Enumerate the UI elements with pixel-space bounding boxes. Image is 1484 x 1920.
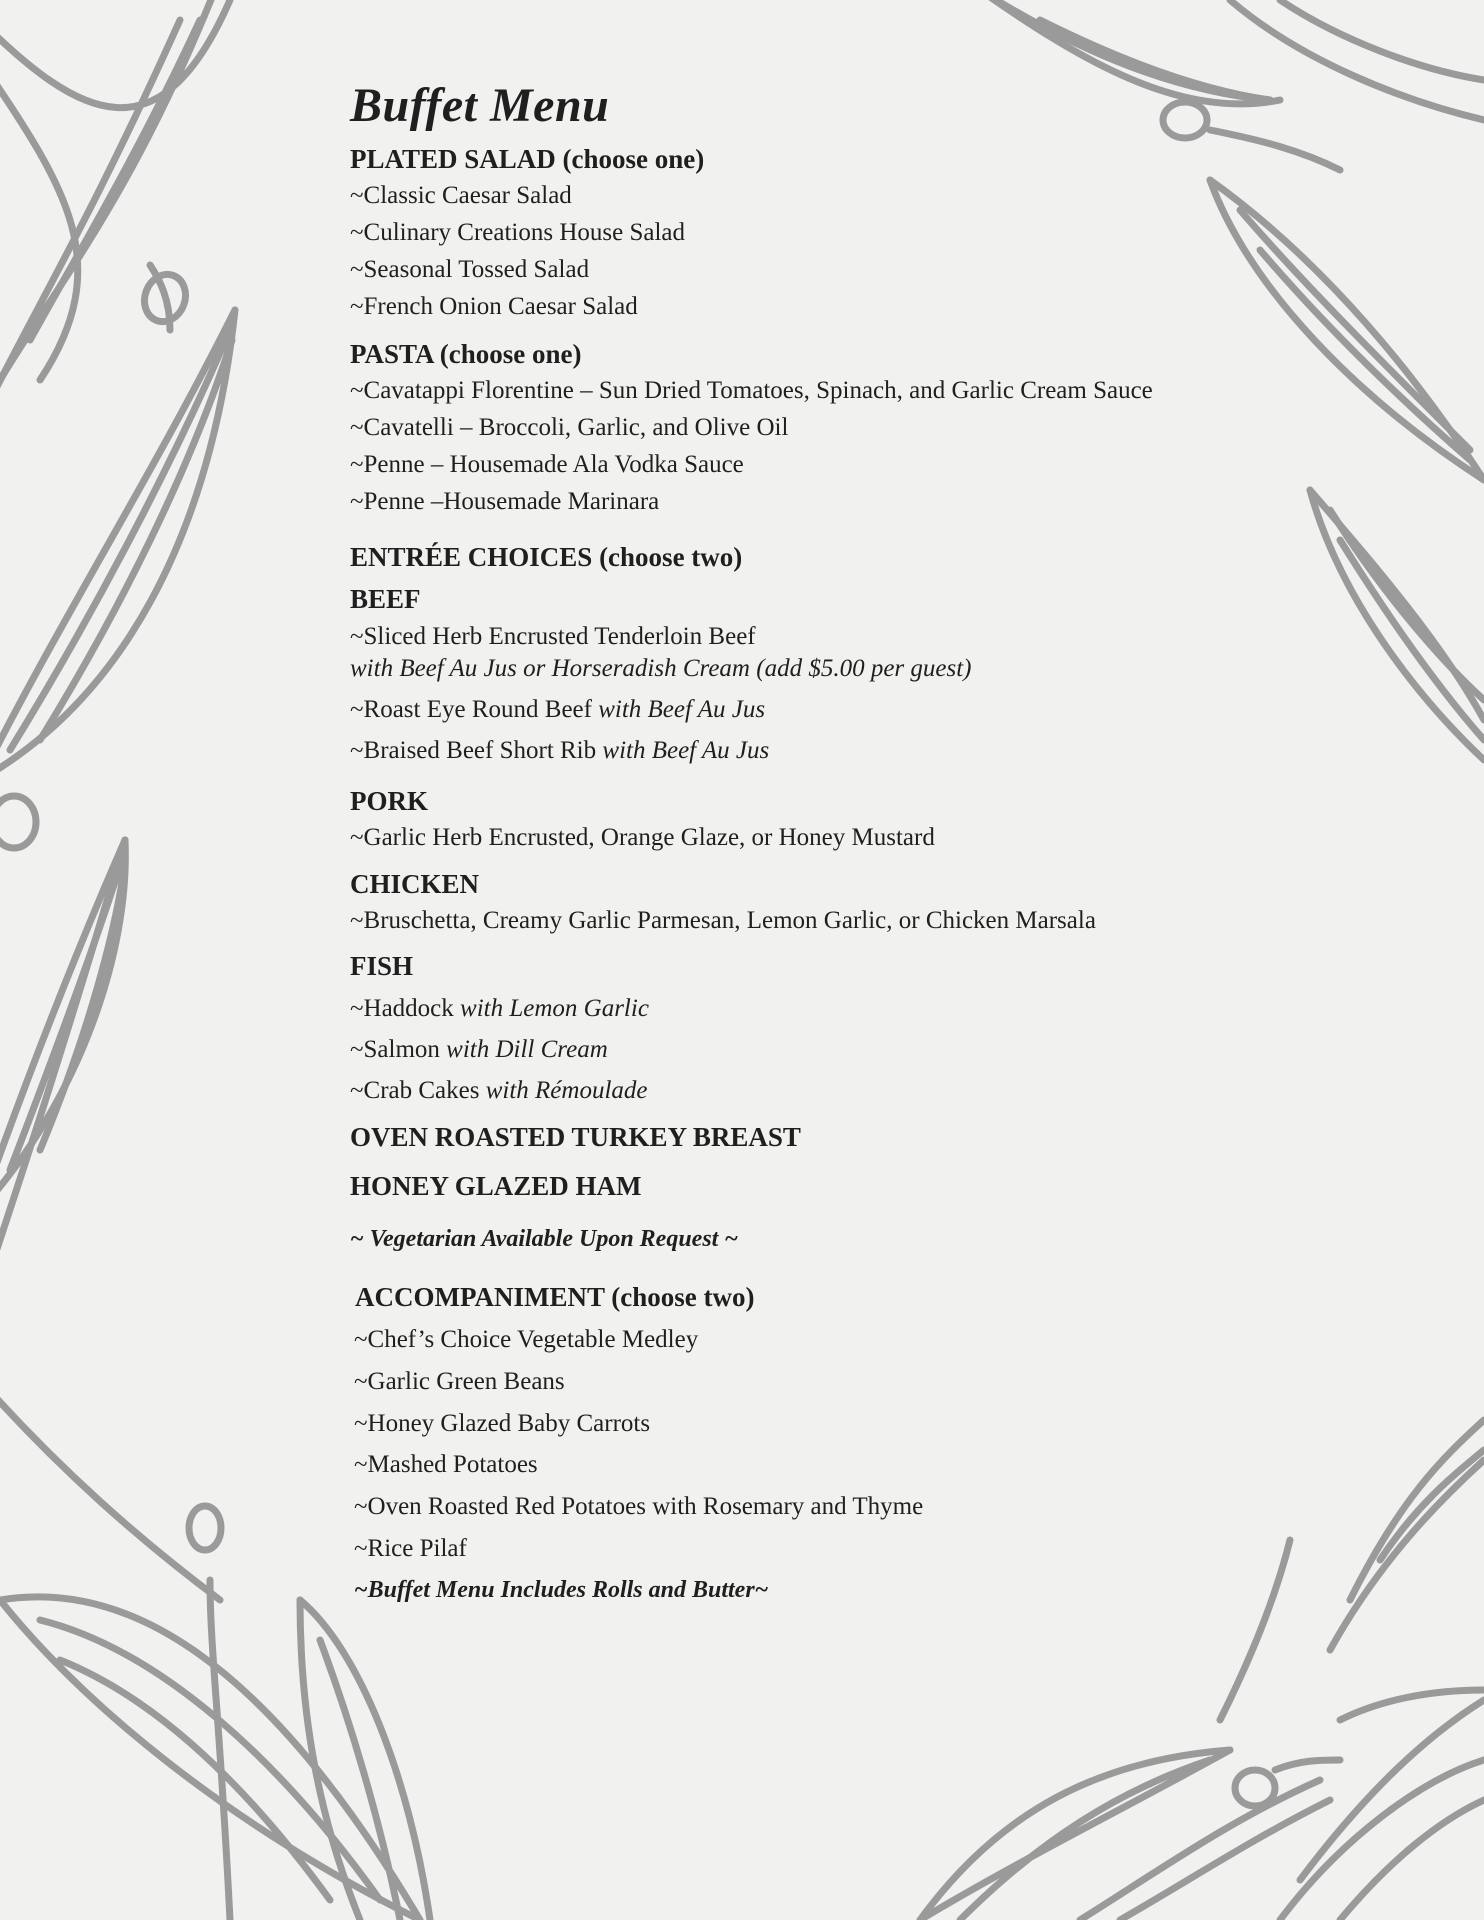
- list-item: [350, 1076, 648, 1106]
- item-note: with Beef Au Jus: [598, 696, 766, 723]
- list-item: ~Seasonal Tossed Salad: [350, 256, 590, 283]
- list-item: ~Classic Caesar Salad: [350, 182, 572, 209]
- item-text: ~Crab Cakes: [350, 1077, 486, 1104]
- vegetarian-note: ~ Vegetarian Available Upon Request ~: [350, 1226, 739, 1252]
- salad-heading: PLATED SALAD (choose one): [350, 144, 705, 174]
- list-item: ~Mashed Potatoes: [354, 1451, 538, 1478]
- list-item: ~Chef’s Choice Vegetable Medley: [354, 1326, 699, 1353]
- item-note: with Lemon Garlic: [460, 995, 649, 1022]
- item-text: ~Salmon: [350, 1036, 447, 1063]
- list-item: [350, 736, 769, 766]
- list-item: [350, 695, 765, 725]
- accompaniment-heading: ACCOMPANIMENT (choose two): [355, 1282, 755, 1312]
- list-item: ~Honey Glazed Baby Carrots: [354, 1410, 651, 1437]
- item-note: with Rémoulade: [485, 1077, 648, 1104]
- list-item: ~Penne –Housemade Marinara: [350, 488, 660, 515]
- rolls-butter-note: ~Buffet Menu Includes Rolls and Butter~: [354, 1577, 769, 1603]
- item-note: with Dill Cream: [446, 1036, 608, 1063]
- list-item: ~Rice Pilaf: [354, 1535, 467, 1562]
- list-item: ~Garlic Green Beans: [354, 1368, 565, 1395]
- pasta-heading: PASTA (choose one): [350, 339, 582, 369]
- page-title: Buffet Menu: [350, 79, 610, 132]
- list-item: ~Cavatappi Florentine – Sun Dried Tomatoes, Spinach, and Garlic Cream Sauce: [350, 377, 1153, 404]
- list-item: [350, 1035, 608, 1065]
- list-item: ~Sliced Herb Encrusted Tenderloin Beef: [350, 623, 756, 650]
- item-note: with Beef Au Jus: [602, 737, 770, 764]
- item-text: ~Roast Eye Round Beef: [350, 696, 599, 723]
- list-item-note: with Beef Au Jus or Horseradish Cream (add $5.00 per guest): [350, 655, 972, 682]
- list-item: ~Garlic Herb Encrusted, Orange Glaze, or Honey Mustard: [350, 824, 935, 851]
- fish-heading: FISH: [350, 951, 414, 981]
- list-item: ~Cavatelli – Broccoli, Garlic, and Olive Oil: [350, 414, 789, 441]
- chicken-heading: CHICKEN: [350, 869, 480, 899]
- entree-heading: ENTRÉE CHOICES (choose two): [350, 542, 743, 572]
- beef-heading: BEEF: [350, 584, 421, 614]
- turkey-heading: OVEN ROASTED TURKEY BREAST: [350, 1122, 801, 1152]
- item-text: ~Haddock: [350, 995, 461, 1022]
- list-item: ~French Onion Caesar Salad: [350, 293, 638, 320]
- list-item: [350, 994, 649, 1024]
- list-item: ~Oven Roasted Red Potatoes with Rosemary and Thyme: [354, 1493, 924, 1520]
- list-item: ~Penne – Housemade Ala Vodka Sauce: [350, 451, 744, 478]
- ham-heading: HONEY GLAZED HAM: [350, 1171, 642, 1201]
- list-item: ~Culinary Creations House Salad: [350, 219, 685, 246]
- list-item: ~Bruschetta, Creamy Garlic Parmesan, Lemon Garlic, or Chicken Marsala: [350, 907, 1096, 934]
- item-text: ~Braised Beef Short Rib: [350, 737, 603, 764]
- pork-heading: PORK: [350, 786, 428, 816]
